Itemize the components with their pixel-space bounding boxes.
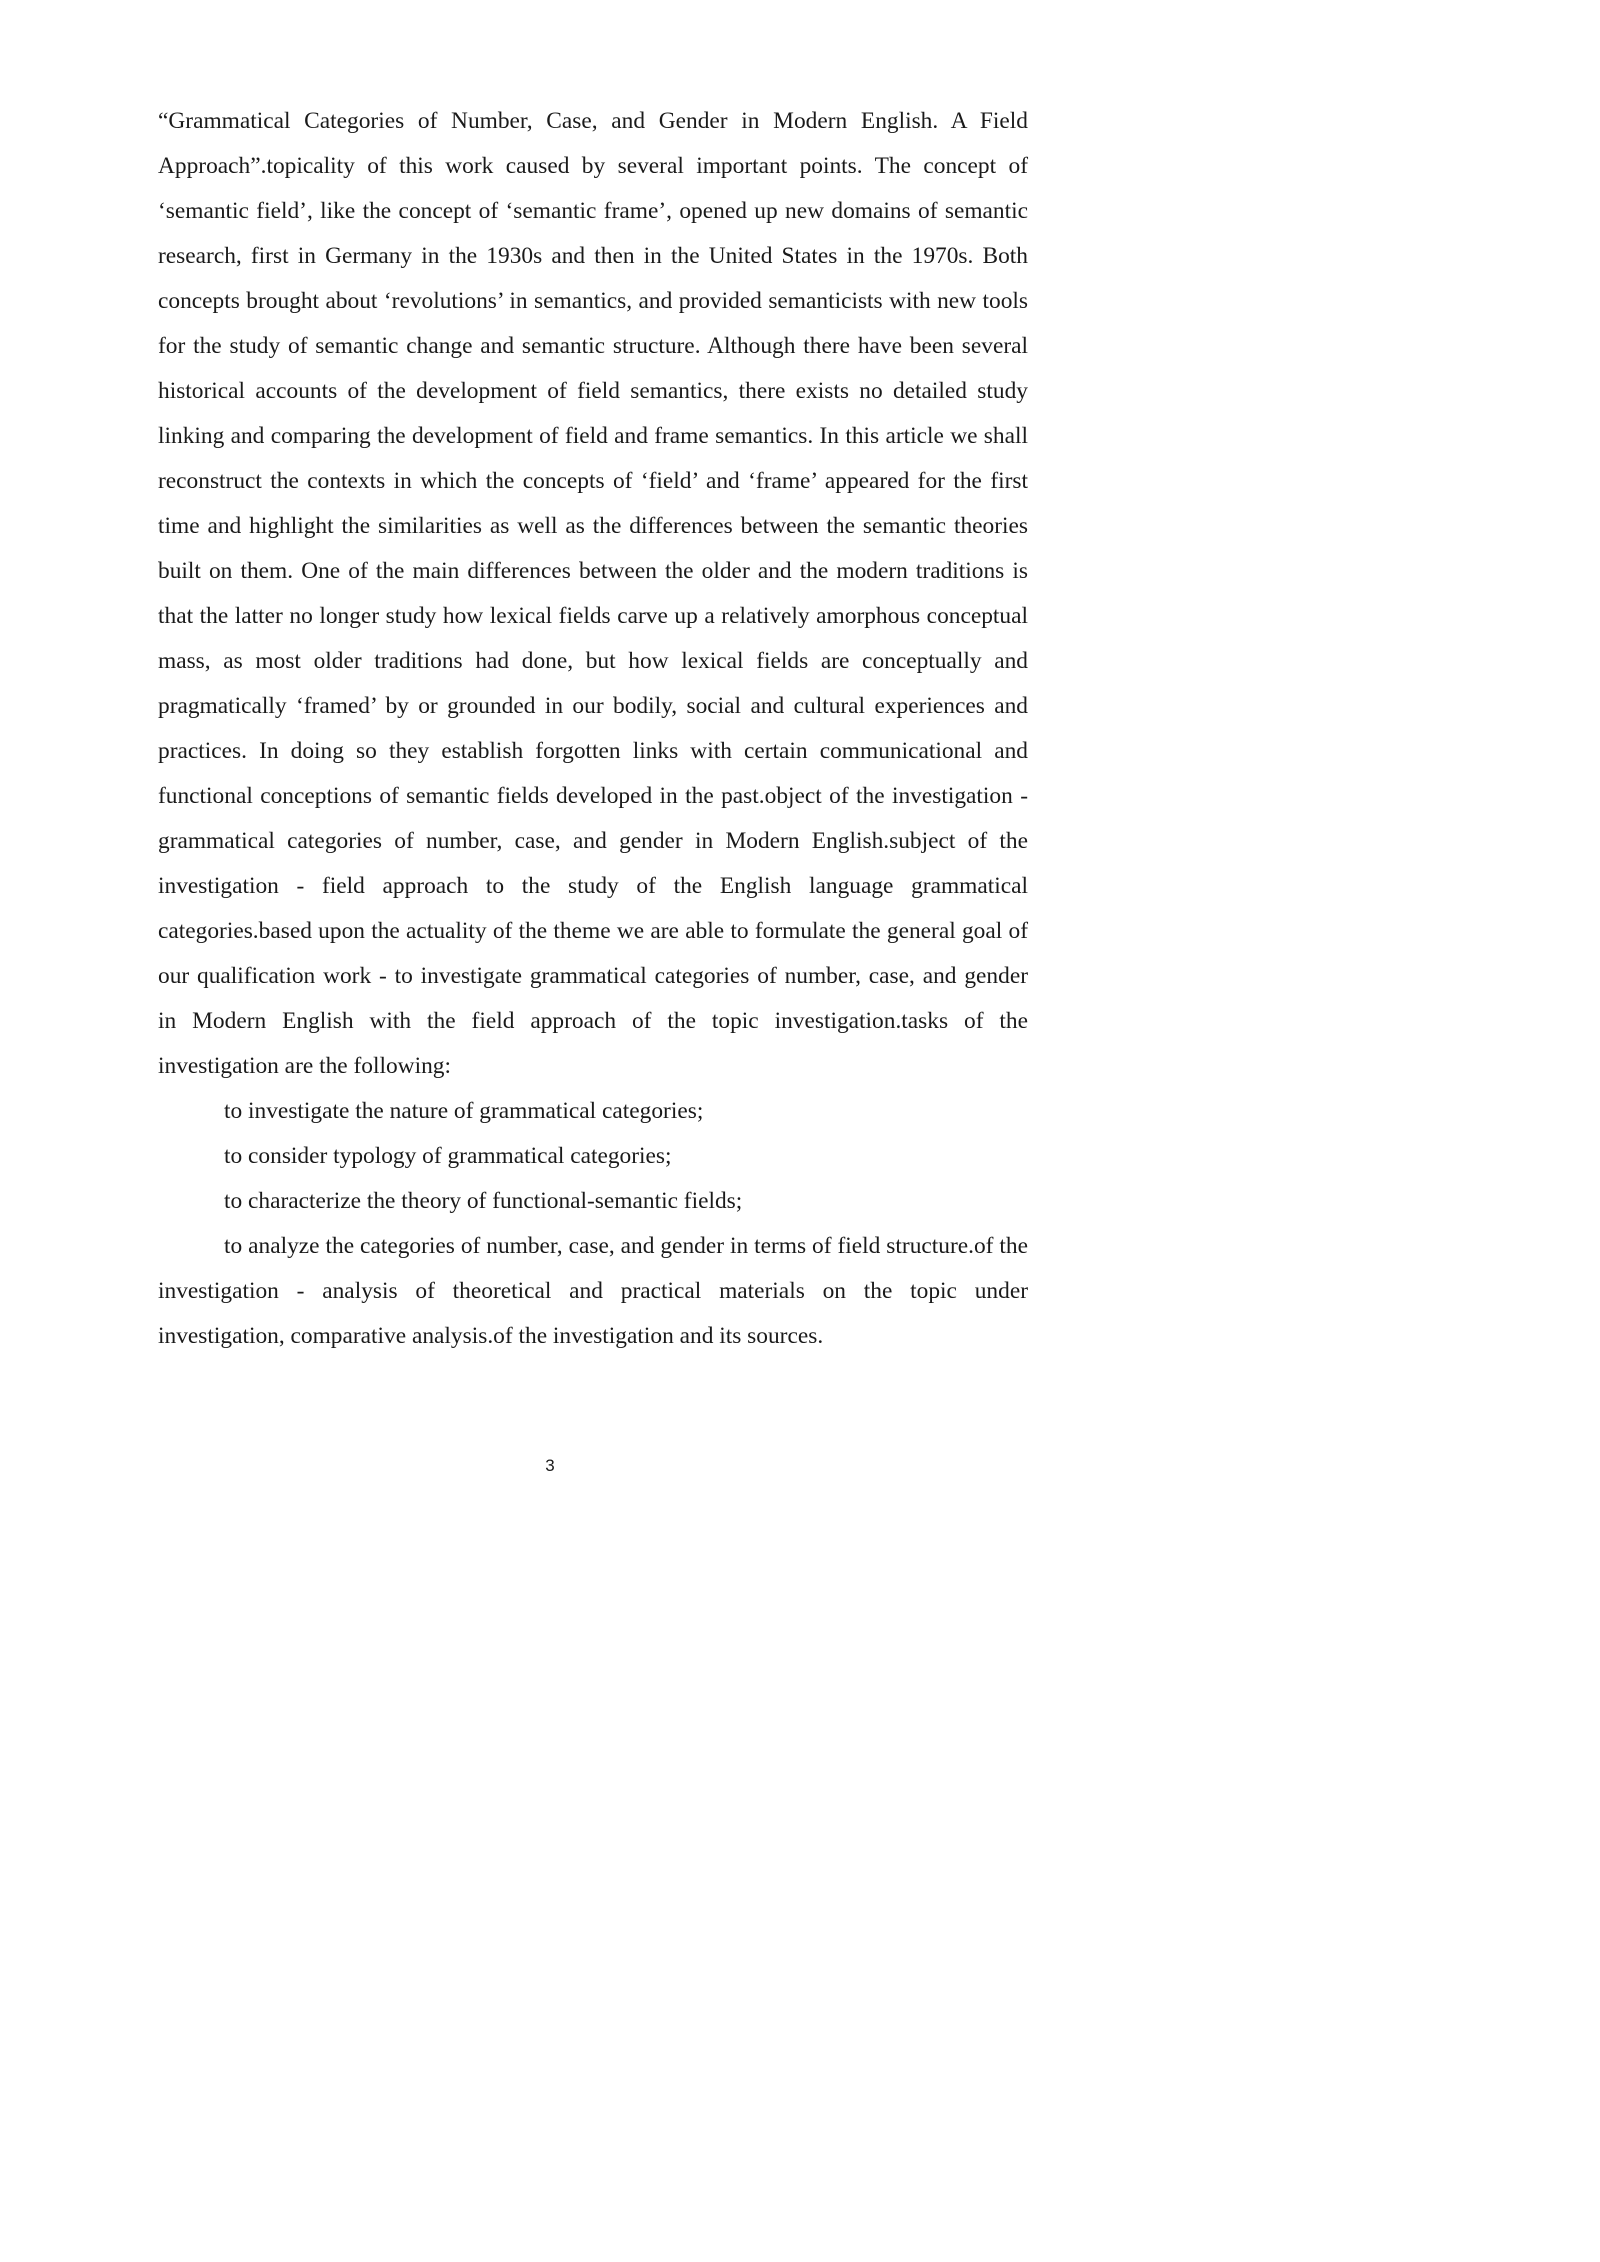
document-page [0, 0, 1100, 1556]
list-item-task-1: to investigate the nature of grammatical categories; [224, 1098, 704, 1124]
paragraph-intro: “Grammatical Categories of Number, Case, and Gender in Modern English. A Field Approach”.topicality of this work caused by several important points. The concept of ‘semantic field’, like the concept of ‘semantic frame’, opened up new domains of semantic research, first in Germany in the 1930s and then in the United States in the 1970s. Both concepts brought about ‘revolutions’ in semantics, and provided semanticists with new tools for the study of semantic change and semantic structure. Although there have been several historical accounts of the development of field semantics, there exists no detailed study linking and comparing the development of field and frame semantics. In this article we shall reconstruct the contexts in which the concepts of ‘field’ and ‘frame’ appeared for the first time and highlight the similarities as well as the differences between the semantic theories built on them. One of the main differences between the older and the modern traditions is that the latter no longer study how lexical fields carve up a relatively amorphous conceptual mass, as most older traditions had done, but how lexical fields are conceptually and pragmatically ‘framed’ by or grounded in our bodily, social and cultural experiences and practices. In doing so they establish forgotten links with certain communicational and functional conceptions of semantic fields developed in the past.object of the investigation - grammatical categories of number, case, and gender in Modern English.subject of the investigation - field approach to the study of the English language grammatical categories.based upon the actuality of the theme we are able to formulate the general goal of our qualification work - to investigate grammatical categories of number, case, and gender in Modern English with the field approach of the topic investigation.tasks of the investigation are the following: [158, 108, 1028, 1079]
paragraph-methods: to analyze the categories of number, case, and gender in terms of field structure.of the investigation - analysis of theoretical and practical materials on the topic under investigation, comparative analysis.of the investigation and its sources. [158, 1233, 1028, 1349]
list-item-task-2: to consider typology of grammatical categories; [224, 1143, 672, 1169]
page-number: 3 [545, 1456, 555, 1475]
body-text [158, 99, 1028, 1359]
list-item-task-3: to characterize the theory of functional-semantic fields; [224, 1188, 743, 1214]
